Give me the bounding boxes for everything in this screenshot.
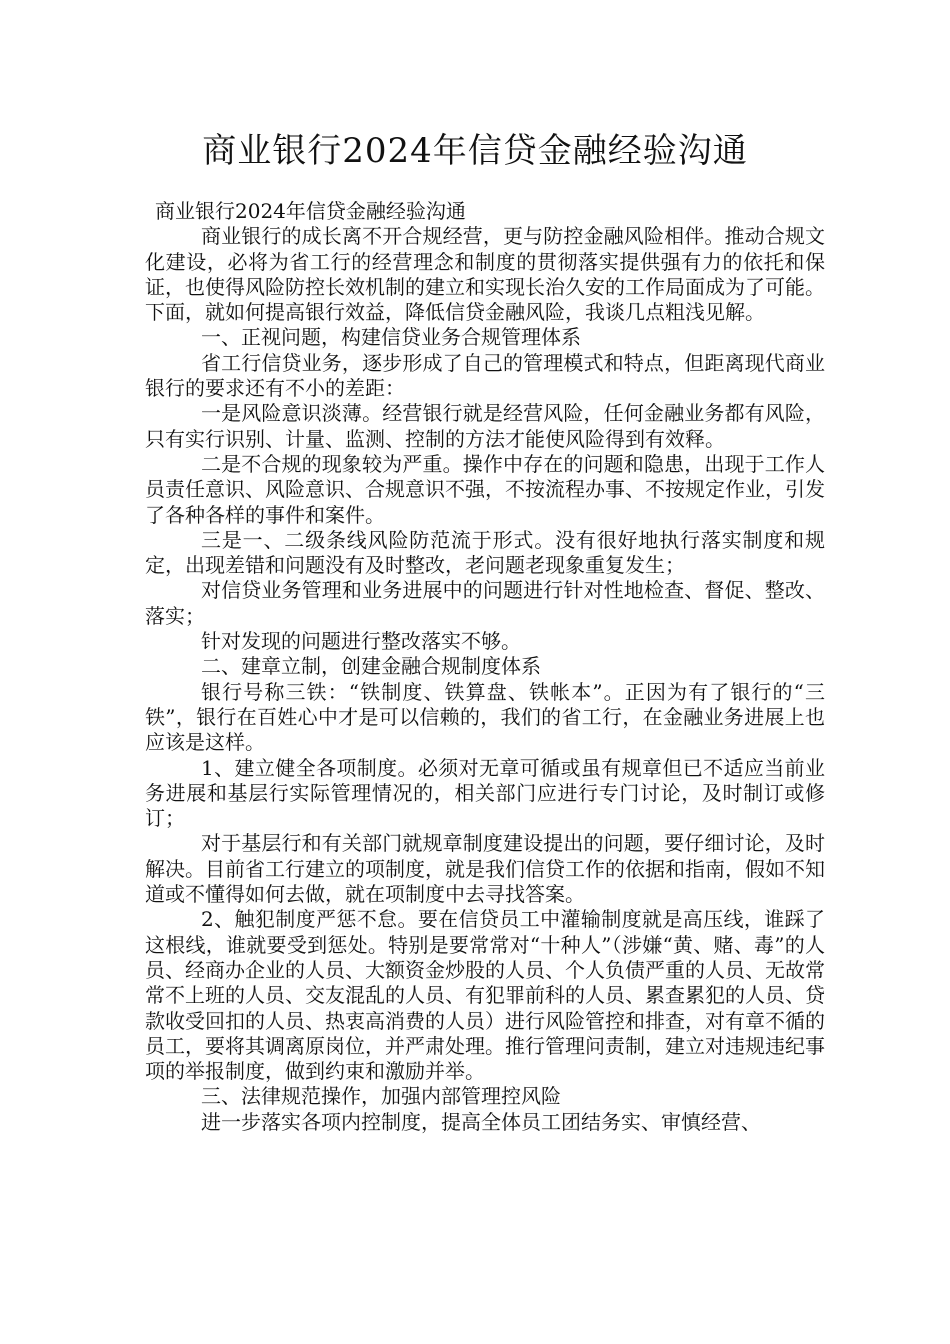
section-heading-3: 三、法律规范操作，加强内部管理控风险 [201, 1084, 561, 1109]
document-subtitle: 商业银行2024年信贷金融经验沟通 [155, 199, 466, 223]
section-heading-1: 一、正视问题，构建信贷业务合规管理体系 [201, 325, 581, 350]
document-title: 商业银行2024年信贷金融经验沟通 [202, 131, 748, 171]
paragraph: 2、触犯制度严惩不怠。要在信贷员工中灌输制度就是高压线，谁踩了这根线，谁就要受到惩处。特别是要常常对“十种人”（涉嫌“黄、赌、毒”的人员、经商办企业的人员、大额资金炒股的人员、个人负债严重的人员、无故常常不上班的人员、交友混乱的人员、有犯罪前科的人员、累查累犯的人员、贷款收受回扣的人员、热衷高消费的人员）进行风险管控和排查，对有章不循的员工，要将其调离原岗位，并严肃处理。推行管理问责制，建立对违规违纪事项的举报制度，做到约束和激励并举。 [145, 907, 825, 1084]
paragraph: 二是不合规的现象较为严重。操作中存在的问题和隐患，出现于工作人员责任意识、风险意识、合规意识不强，不按流程办事、不按规定作业，引发了各种各样的事件和案件。 [145, 451, 825, 527]
paragraph: 针对发现的问题进行整改落实不够。 [201, 629, 521, 654]
paragraph: 对信贷业务管理和业务进展中的问题进行针对性地检查、督促、整改、落实； [145, 578, 825, 628]
paragraph: 进一步落实各项内控制度，提高全体员工团结务实、审慎经营、 [201, 1109, 761, 1134]
paragraph: 省工行信贷业务，逐步形成了自己的管理模式和特点，但距离现代商业银行的要求还有不小的差距： [145, 350, 825, 401]
paragraph: 三是一、二级条线风险防范流于形式。没有很好地执行落实制度和规定，出现差错和问题没有及时整改，老问题老现象重复发生； [145, 527, 825, 578]
paragraph: 对于基层行和有关部门就规章制度建设提出的问题，要仔细讨论，及时解决。目前省工行建立的项制度，就是我们信贷工作的依据和指南，假如不知道或不懂得如何去做，就在项制度中去寻找答案。 [145, 831, 825, 907]
section-heading-2: 二、建章立制，创建金融合规制度体系 [201, 654, 541, 679]
document-body [145, 199, 825, 1135]
paragraph: 银行号称三铁：“铁制度、铁算盘、铁帐本”。正因为有了银行的“三铁”，银行在百姓心中才是可以信赖的，我们的省工行，在金融业务进展上也应该是这样。 [145, 679, 825, 755]
paragraph: 一是风险意识淡薄。经营银行就是经营风险，任何金融业务都有风险，只有实行识别、计量、监测、控制的方法才能使风险得到有效释。 [145, 401, 825, 451]
paragraph: 1、建立健全各项制度。必须对无章可循或虽有规章但已不适应当前业务进展和基层行实际管理情况的，相关部门应进行专门讨论，及时制订或修订； [145, 755, 825, 831]
paragraph-intro: 商业银行的成长离不开合规经营，更与防控金融风险相伴。推动合规文化建设，必将为省工行的经营理念和制度的贯彻落实提供强有力的依托和保证，也使得风险防控长效机制的建立和实现长治久安的工作局面成为了可能。下面，就如何提高银行效益，降低信贷金融风险，我谈几点粗浅见解。 [145, 224, 825, 325]
